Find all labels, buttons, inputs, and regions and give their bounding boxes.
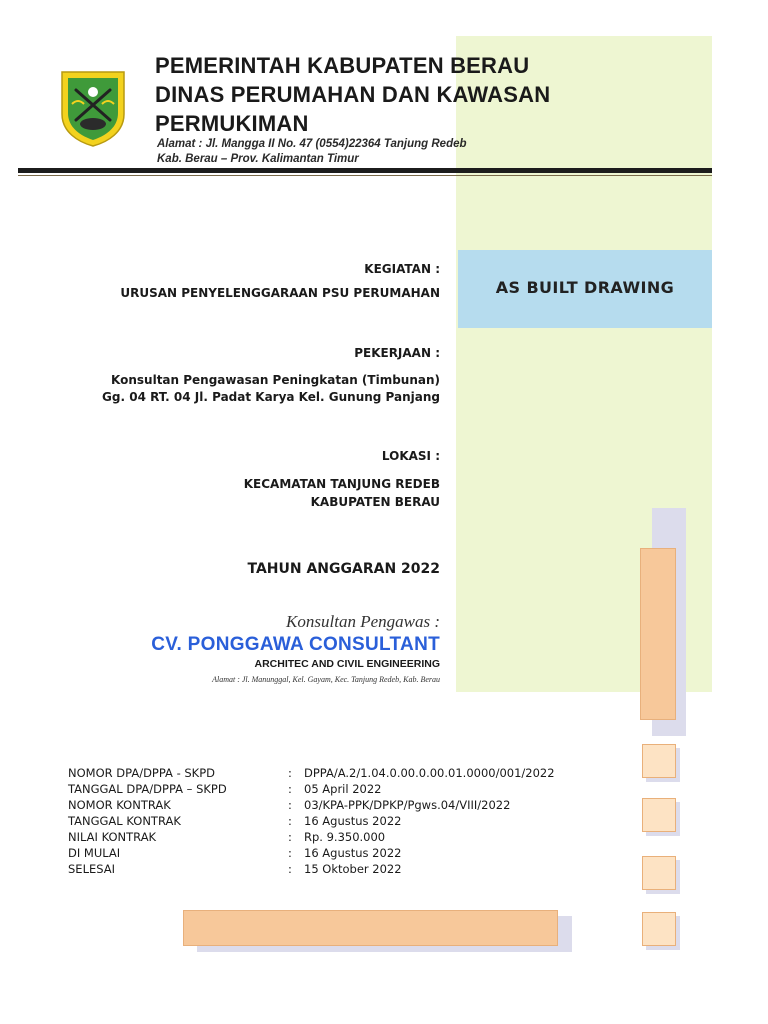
info-colon: : (288, 798, 292, 812)
info-key: NOMOR KONTRAK (68, 798, 171, 812)
pekerjaan-line1: Konsultan Pengawasan Peningkatan (Timbunan) (111, 373, 440, 387)
header-address-line2: Kab. Berau – Prov. Kalimantan Timur (157, 153, 359, 165)
info-colon: : (288, 830, 292, 844)
lokasi-line2: KABUPATEN BERAU (310, 495, 440, 509)
info-colon: : (288, 782, 292, 796)
decor-square-2 (642, 798, 676, 832)
consultant-subtitle: ARCHITEC AND CIVIL ENGINEERING (254, 658, 440, 670)
consultant-address: Alamat : Jl. Manunggal, Kel. Gayam, Kec. Tanjung Redeb, Kab. Berau (212, 675, 440, 684)
pekerjaan-line2: Gg. 04 RT. 04 Jl. Padat Karya Kel. Gunung Panjang (102, 390, 440, 404)
header-title-line1: PEMERINTAH KABUPATEN BERAU (155, 53, 530, 78)
tahun-anggaran: TAHUN ANGGARAN 2022 (247, 561, 440, 577)
info-key: TANGGAL DPA/DPPA – SKPD (68, 782, 227, 796)
header-title-line3: PERMUKIMAN (155, 111, 309, 136)
berau-regency-emblem-icon (58, 68, 128, 148)
info-colon: : (288, 862, 292, 876)
info-value: Rp. 9.350.000 (304, 830, 386, 844)
header-divider-thin (18, 175, 712, 176)
header-address-line1: Alamat : Jl. Mangga II No. 47 (0554)22364 Tanjung Redeb (157, 138, 467, 150)
info-key: TANGGAL KONTRAK (68, 814, 181, 828)
lokasi-line1: KECAMATAN TANJUNG REDEB (243, 477, 440, 491)
info-value: 05 April 2022 (304, 782, 382, 796)
info-colon: : (288, 766, 292, 780)
lokasi-label: LOKASI : (381, 449, 440, 463)
info-colon: : (288, 846, 292, 860)
consultant-name: CV. PONGGAWA CONSULTANT (151, 634, 440, 655)
orange-decor-strip (640, 548, 676, 720)
header-title-line2: DINAS PERUMAHAN DAN KAWASAN (155, 82, 551, 107)
decor-square-1 (642, 744, 676, 778)
decor-square-3 (642, 856, 676, 890)
info-colon: : (288, 814, 292, 828)
kegiatan-label: KEGIATAN : (364, 262, 440, 276)
pekerjaan-label: PEKERJAAN : (354, 346, 440, 360)
info-key: NOMOR DPA/DPPA - SKPD (68, 766, 216, 780)
info-key: DI MULAI (68, 846, 121, 860)
header-divider (18, 168, 712, 173)
info-key: NILAI KONTRAK (68, 830, 157, 844)
decor-square-4 (642, 912, 676, 946)
kegiatan-value: URUSAN PENYELENGGARAAN PSU PERUMAHAN (120, 286, 440, 300)
as-built-drawing-title: AS BUILT DRAWING (495, 278, 675, 297)
info-value: 16 Agustus 2022 (304, 814, 402, 828)
info-value: DPPA/A.2/1.04.0.00.0.00.01.0000/001/2022 (304, 766, 555, 780)
info-value: 16 Agustus 2022 (304, 846, 402, 860)
info-value: 15 Oktober 2022 (304, 862, 402, 876)
konsultan-pengawas-label: Konsultan Pengawas : (286, 612, 440, 631)
info-value: 03/KPA-PPK/DPKP/Pgws.04/VIII/2022 (304, 798, 511, 812)
info-key: SELESAI (68, 862, 116, 876)
orange-decor-bar (183, 910, 558, 946)
